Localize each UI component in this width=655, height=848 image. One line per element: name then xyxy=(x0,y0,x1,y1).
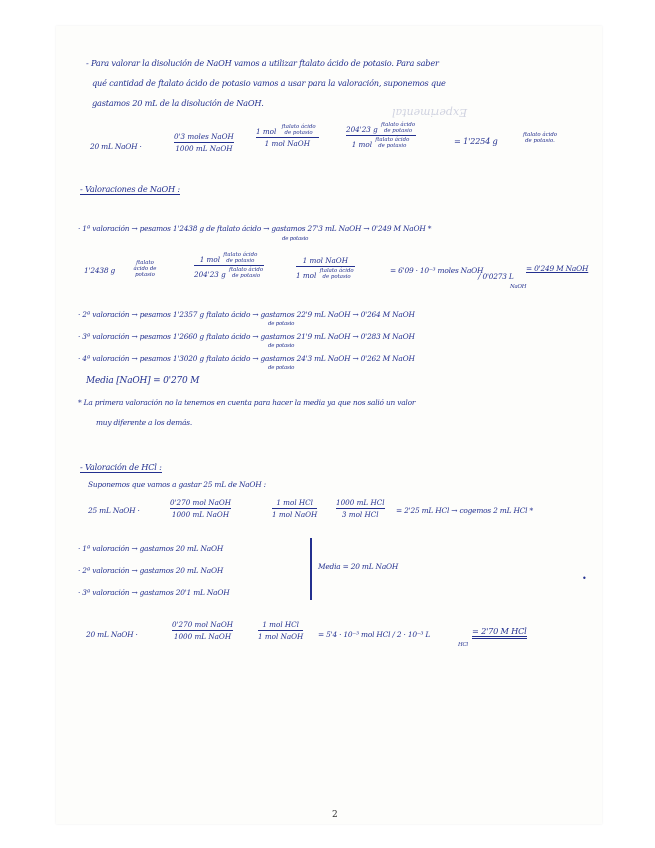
ink-dot: • xyxy=(582,574,587,583)
section-hcl-title: - Valoración de HCl : xyxy=(80,462,162,472)
calc4-fraction-2: 1 mol HCl 1 mol NaOH xyxy=(258,620,304,641)
calc4-start: 20 mL NaOH · xyxy=(86,630,138,639)
calc1-fraction-2: 1 mol ftalato ácido de potasio 1 mol NaOH xyxy=(256,124,319,148)
calc4-result: = 2'70 M HCl xyxy=(472,626,527,639)
calc1-result-sub: ftalato ácido de potasio. xyxy=(522,132,558,144)
intro-line-1: - Para valorar la disolución de NaOH vamos a utilizar ftalato ácido de potasio. Para saber xyxy=(86,58,439,68)
calc4-mid-sub: HCl xyxy=(458,642,468,648)
intro-line-2: qué cantidad de ftalato ácido de potasio vamos a usar para la valoración, suponemos que xyxy=(92,78,446,88)
calc3-fraction-1: 0'270 mol NaOH 1000 mL NaOH xyxy=(170,498,232,519)
intro-line-3: gastamos 20 mL de la disolución de NaOH. xyxy=(92,98,264,108)
calc2-divisor: / 0'0273 L xyxy=(478,272,514,281)
note-line-1: * La primera valoración no la tenemos en cuenta para hacer la media ya que nos salió un valor xyxy=(78,398,416,407)
calc3-start: 25 mL NaOH · xyxy=(88,506,140,515)
calc1-fraction-1: 0'3 moles NaOH 1000 mL NaOH xyxy=(174,132,234,153)
naoh-valoracion-1: · 1ª valoración → pesamos 1'2438 g de ftalato ácido → gastamos 27'3 mL NaOH → 0'249 M NaOH * xyxy=(78,224,432,233)
naoh-valoracion-4-sub: de potasio xyxy=(268,365,295,371)
calc3-fraction-3: 1000 mL HCl 3 mol HCl xyxy=(336,498,385,519)
naoh-valoracion-1-sub: de potasio xyxy=(282,236,309,242)
naoh-valoracion-4: · 4ª valoración → pesamos 1'3020 g ftalato ácido → gastamos 24'3 mL NaOH → 0'262 M NaOH xyxy=(78,354,415,363)
naoh-valoracion-3: · 3ª valoración → pesamos 1'2660 g ftalato ácido → gastamos 21'9 mL NaOH → 0'283 M NaOH xyxy=(78,332,415,341)
naoh-valoracion-2-sub: de potasio xyxy=(268,321,295,327)
calc2-start-sub: ftalato ácido de potasio xyxy=(133,260,157,278)
naoh-valoracion-3-sub: de potasio xyxy=(268,343,295,349)
media-naoh: Media [NaOH] = 0'270 M xyxy=(86,376,200,386)
calc1-start: 20 mL NaOH · xyxy=(90,142,142,151)
calc2-result: = 0'249 M NaOH xyxy=(526,264,589,273)
brace xyxy=(310,538,312,600)
show-through-text: Experimental xyxy=(392,106,468,119)
hcl-valoracion-1: · 1ª valoración → gastamos 20 mL NaOH xyxy=(78,544,224,553)
calc3-fraction-2: 1 mol HCl 1 mol NaOH xyxy=(272,498,318,519)
page-number: 2 xyxy=(332,810,338,820)
hcl-valoracion-2: · 2ª valoración → gastamos 20 mL NaOH xyxy=(78,566,224,575)
notebook-page xyxy=(56,26,602,824)
calc3-result: = 2'25 mL HCl → cogemos 2 mL HCl * xyxy=(396,506,533,515)
calc2-start: 1'2438 g xyxy=(84,266,116,275)
calc2-fraction-1: 1 mol ftalato ácido de potasio 204'23 g ftalato ácido de potasio xyxy=(194,252,264,279)
note-line-2: muy diferente a los demás. xyxy=(96,418,193,427)
calc1-fraction-3: 204'23 g ftalato ácido de potasio 1 mol ftalato ácido de potasio xyxy=(346,122,416,149)
calc1-result: = 1'2254 g xyxy=(454,136,498,146)
calc2-mid: = 6'09 · 10⁻³ moles NaOH xyxy=(390,266,484,275)
section-naoh-title: - Valoraciones de NaOH : xyxy=(80,184,180,194)
hcl-intro: Suponemos que vamos a gastar 25 mL de NaOH : xyxy=(88,480,266,489)
media-hcl: Media = 20 mL NaOH xyxy=(318,562,399,571)
calc2-fraction-2: 1 mol NaOH 1 mol ftalato ácido de potasio xyxy=(296,256,354,280)
calc4-mid: = 5'4 · 10⁻³ mol HCl / 2 · 10⁻³ L xyxy=(318,630,431,639)
calc4-fraction-1: 0'270 mol NaOH 1000 mL NaOH xyxy=(172,620,234,641)
naoh-valoracion-2: · 2ª valoración → pesamos 1'2357 g ftalato ácido → gastamos 22'9 mL NaOH → 0'264 M NaOH xyxy=(78,310,415,319)
calc2-divisor-sub: NaOH xyxy=(510,284,527,290)
hcl-valoracion-3: · 3ª valoración → gastamos 20'1 mL NaOH xyxy=(78,588,230,597)
